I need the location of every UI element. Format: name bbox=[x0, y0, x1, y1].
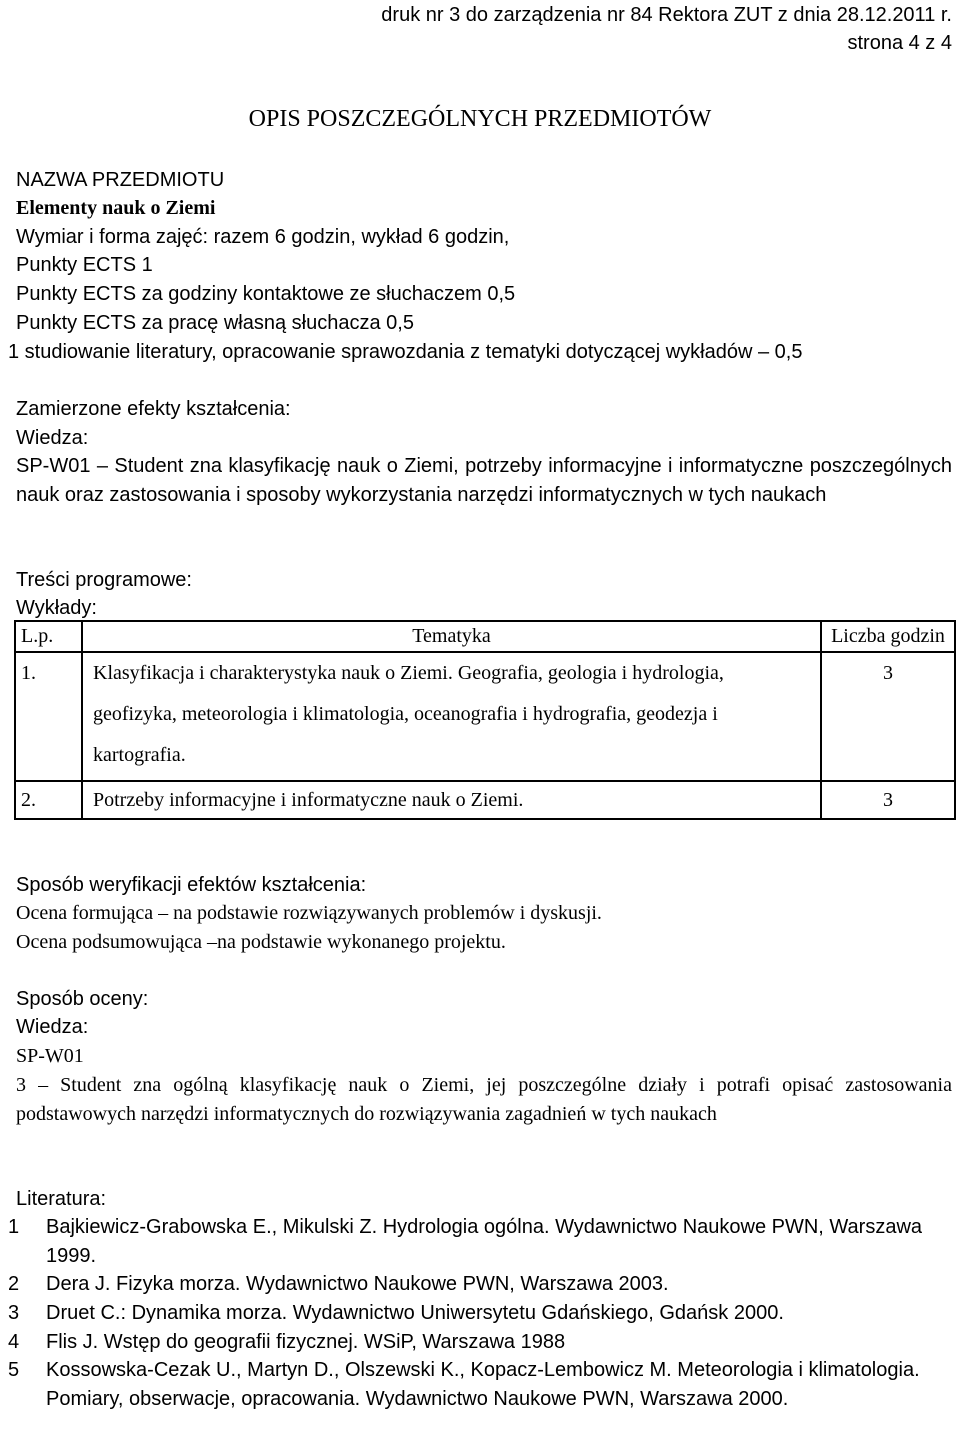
course-form: Wymiar i forma zajęć: razem 6 godzin, wykład 6 godzin, bbox=[16, 226, 510, 248]
header-page-number: strona 4 z 4 bbox=[847, 32, 952, 54]
literature-number: 4 bbox=[8, 1331, 20, 1353]
row-topic: Potrzeby informacyjne i informatyczne nauk o Ziemi. bbox=[82, 781, 821, 819]
literature-text: Kossowska-Cezak U., Martyn D., Olszewski K., Kopacz-Lembowicz M. Meteorologia i klimatologia. Pomiary, obserwacje, opracowania. Wydawnictwo Naukowe PWN, Warszawa 2000. bbox=[46, 1359, 920, 1410]
course-name: Elementy nauk o Ziemi bbox=[16, 197, 216, 219]
literature-item bbox=[8, 1328, 953, 1357]
literature-number: 5 bbox=[8, 1359, 20, 1381]
literature-number: 1 bbox=[8, 1216, 20, 1238]
verification-label: Sposób weryfikacji efektów kształcenia: bbox=[16, 874, 367, 896]
literature-item bbox=[8, 1270, 953, 1299]
program-label: Treści programowe: bbox=[16, 569, 192, 591]
table-row bbox=[15, 652, 955, 781]
ects-contact: Punkty ECTS za godziny kontaktowe ze słuchaczem 0,5 bbox=[16, 283, 516, 305]
own-work-item: 1 studiowanie literatury, opracowanie sprawozdania z tematyki dotyczącej wykładów – 0,5 bbox=[8, 341, 803, 363]
table-row bbox=[15, 781, 955, 819]
literature-item bbox=[8, 1213, 953, 1271]
table-header-row bbox=[15, 621, 955, 652]
literature-text: Bajkiewicz-Grabowska E., Mikulski Z. Hydrologia ogólna. Wydawnictwo Naukowe PWN, Warszawa 1999. bbox=[46, 1216, 923, 1267]
lectures-label: Wykłady: bbox=[16, 597, 97, 619]
row-lp: 2. bbox=[15, 781, 82, 819]
assessment-label: Sposób oceny: bbox=[16, 988, 149, 1010]
header-hours: Liczba godzin bbox=[821, 621, 955, 652]
ects-total: Punkty ECTS 1 bbox=[16, 254, 153, 276]
row-topic: Klasyfikacja i charakterystyka nauk o Ziemi. Geografia, geologia i hydrologia, geofizyka, meteorologia i klimatologia, oceanografia i hydrografia, geodezja i kartografia. bbox=[82, 652, 821, 781]
header-topic: Tematyka bbox=[82, 621, 821, 652]
literature-text: Flis J. Wstęp do geografii fizycznej. WSiP, Warszawa 1988 bbox=[46, 1331, 566, 1353]
document-title: OPIS POSZCZEGÓLNYCH PRZEDMIOTÓW bbox=[248, 106, 712, 132]
row-hours: 3 bbox=[821, 781, 955, 819]
outcomes-label: Zamierzone efekty kształcenia: bbox=[16, 398, 291, 420]
knowledge-label: Wiedza: bbox=[16, 427, 89, 449]
row-hours: 3 bbox=[821, 652, 955, 781]
literature-item bbox=[8, 1356, 953, 1414]
program-table bbox=[14, 620, 956, 820]
literature-text: Druet C.: Dynamika morza. Wydawnictwo Uniwersytetu Gdańskiego, Gdańsk 2000. bbox=[46, 1302, 784, 1324]
row-lp: 1. bbox=[15, 652, 82, 781]
literature-item bbox=[8, 1299, 953, 1328]
assessment-knowledge-label: Wiedza: bbox=[16, 1016, 89, 1038]
literature-text: Dera J. Fizyka morza. Wydawnictwo Naukowe PWN, Warszawa 2003. bbox=[46, 1273, 669, 1295]
literature-label: Literatura: bbox=[16, 1188, 107, 1210]
outcome-sp-w01: SP-W01 – Student zna klasyfikację nauk o Ziemi, potrzeby informacyjne i informatyczne poszczególnych nauk oraz zastosowania i sposoby wykorzystania narzędzi informatycznych w tych naukach bbox=[16, 455, 952, 506]
header-lp: L.p. bbox=[15, 621, 82, 652]
literature-number: 3 bbox=[8, 1302, 20, 1324]
ects-own-work: Punkty ECTS za pracę własną słuchacza 0,5 bbox=[16, 312, 414, 334]
assessment-code: SP-W01 bbox=[16, 1045, 84, 1067]
course-name-label: NAZWA PRZEDMIOTU bbox=[16, 169, 225, 191]
formative-assessment: Ocena formująca – na podstawie rozwiązywanych problemów i dyskusji. bbox=[16, 902, 602, 924]
summative-assessment: Ocena podsumowująca –na podstawie wykonanego projektu. bbox=[16, 931, 506, 953]
grade-3-description: 3 – Student zna ogólną klasyfikację nauk o Ziemi, jej poszczególne działy i potrafi opisać zastosowania podstawowych narzędzi informatycznych do rozwiązywania zagadnień w tych naukach bbox=[16, 1074, 952, 1125]
literature-number: 2 bbox=[8, 1273, 20, 1295]
header-decree: druk nr 3 do zarządzenia nr 84 Rektora ZUT z dnia 28.12.2011 r. bbox=[381, 4, 952, 26]
